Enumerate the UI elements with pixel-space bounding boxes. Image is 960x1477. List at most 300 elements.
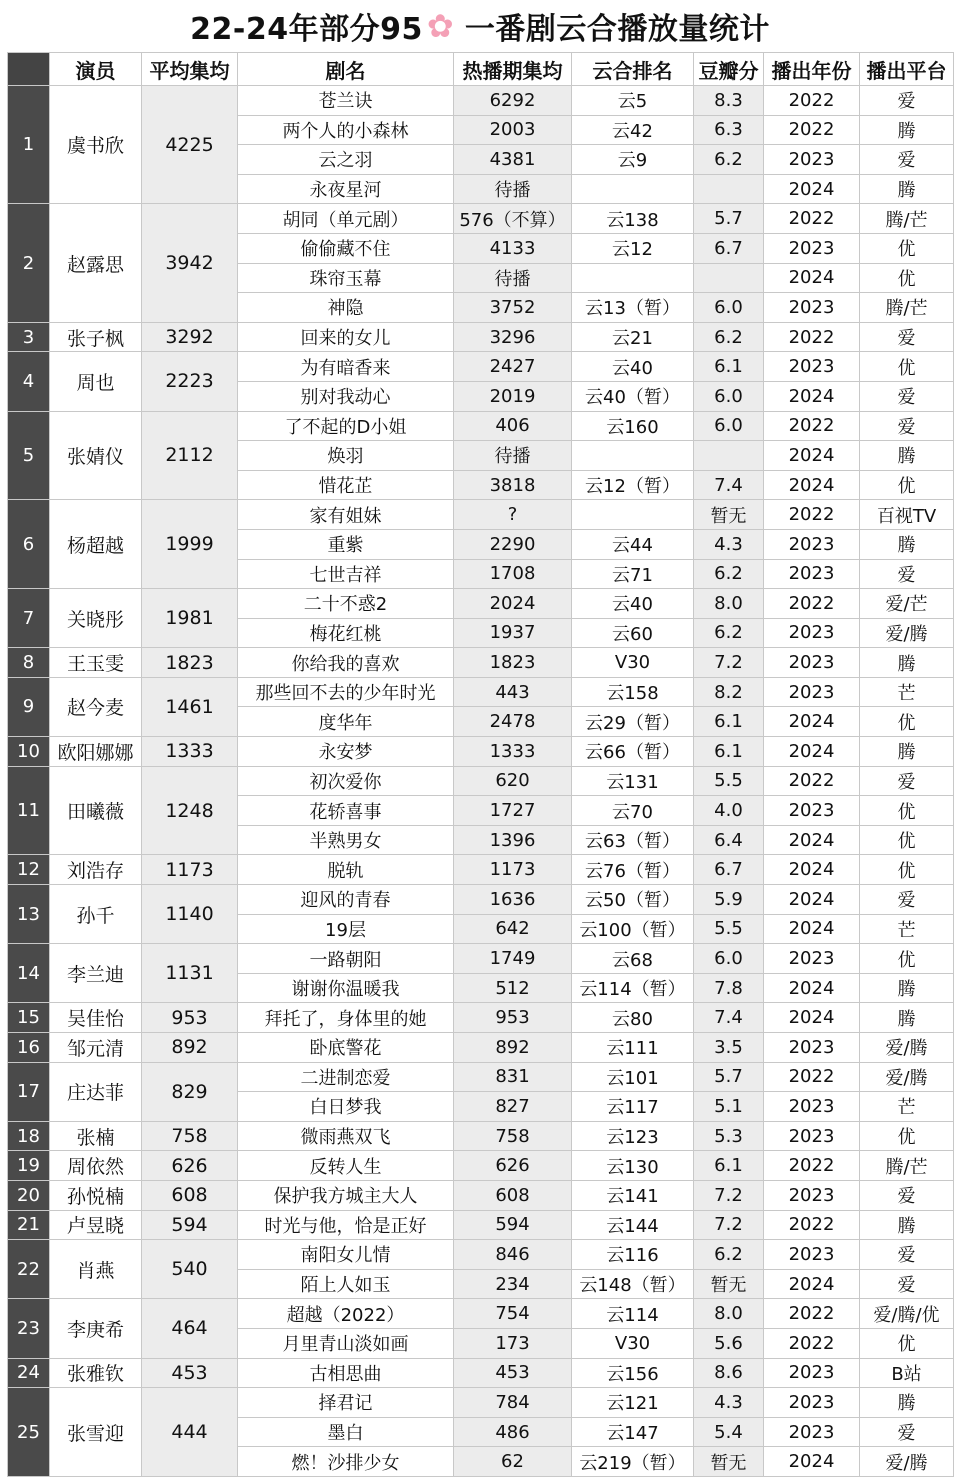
drama-name: 择君记 <box>238 1388 454 1418</box>
air-platform: 爱 <box>860 1240 954 1270</box>
drama-name: 为有暗香来 <box>238 352 454 382</box>
row-number: 19 <box>8 1151 50 1181</box>
drama-name: 了不起的D小姐 <box>238 411 454 441</box>
episode-average: 4133 <box>454 233 572 263</box>
douban-score: 5.4 <box>694 1417 764 1447</box>
douban-score <box>694 263 764 293</box>
actor-name: 虞书欣 <box>50 86 142 204</box>
row-number: 14 <box>8 944 50 1003</box>
air-platform: 爱/腾 <box>860 618 954 648</box>
douban-score: 7.4 <box>694 470 764 500</box>
air-year: 2023 <box>764 559 860 589</box>
drama-name: 燃！沙排少女 <box>238 1447 454 1477</box>
episode-average: 2019 <box>454 381 572 411</box>
actor-average: 3942 <box>142 204 238 322</box>
douban-score: 5.3 <box>694 1121 764 1151</box>
table-row <box>8 1388 954 1418</box>
air-year: 2023 <box>764 648 860 678</box>
row-number: 5 <box>8 411 50 500</box>
row-number: 20 <box>8 1180 50 1210</box>
row-number: 17 <box>8 1062 50 1121</box>
yunhe-rank: 云63（暂） <box>572 825 694 855</box>
air-platform: 爱 <box>860 322 954 352</box>
air-year: 2024 <box>764 1447 860 1477</box>
air-platform: 芒 <box>860 914 954 944</box>
episode-average: 3752 <box>454 293 572 323</box>
yunhe-rank: 云114（暂） <box>572 973 694 1003</box>
air-platform: 爱 <box>860 411 954 441</box>
drama-name: 月里青山淡如画 <box>238 1328 454 1358</box>
episode-average: 594 <box>454 1210 572 1240</box>
douban-score: 6.1 <box>694 737 764 767</box>
air-platform: 爱 <box>860 145 954 175</box>
air-year: 2022 <box>764 1062 860 1092</box>
air-platform: 优 <box>860 233 954 263</box>
yunhe-rank <box>572 441 694 471</box>
yunhe-rank: 云101 <box>572 1062 694 1092</box>
table-row <box>8 1151 954 1181</box>
episode-average: 待播 <box>454 174 572 204</box>
episode-average: 1173 <box>454 855 572 885</box>
yunhe-rank <box>572 500 694 530</box>
table-row <box>8 1299 954 1329</box>
douban-score: 暂无 <box>694 1269 764 1299</box>
row-number: 13 <box>8 885 50 944</box>
actor-name: 刘浩存 <box>50 855 142 885</box>
episode-average: 1708 <box>454 559 572 589</box>
episode-average: 626 <box>454 1151 572 1181</box>
air-platform: 腾 <box>860 973 954 1003</box>
drama-name: 二十不惑2 <box>238 589 454 619</box>
drama-name: 珠帘玉幕 <box>238 263 454 293</box>
episode-average: 758 <box>454 1121 572 1151</box>
row-number: 21 <box>8 1210 50 1240</box>
douban-score: 6.7 <box>694 233 764 263</box>
air-year: 2023 <box>764 1092 860 1122</box>
episode-average: 待播 <box>454 441 572 471</box>
drama-name: 别对我动心 <box>238 381 454 411</box>
table-row <box>8 1358 954 1388</box>
episode-average: 173 <box>454 1328 572 1358</box>
air-year: 2024 <box>764 1269 860 1299</box>
actor-name: 周依然 <box>50 1151 142 1181</box>
episode-average: 642 <box>454 914 572 944</box>
douban-score: 5.6 <box>694 1328 764 1358</box>
actor-average: 829 <box>142 1062 238 1121</box>
yunhe-rank: 云60 <box>572 618 694 648</box>
actor-name: 张雅钦 <box>50 1358 142 1388</box>
title-text-part1: 22-24年部分95 <box>190 12 423 47</box>
air-year: 2023 <box>764 1358 860 1388</box>
episode-average: 62 <box>454 1447 572 1477</box>
yunhe-rank: 云66（暂） <box>572 737 694 767</box>
drama-name: 二进制恋爱 <box>238 1062 454 1092</box>
actor-average: 1981 <box>142 589 238 648</box>
yunhe-rank: 云68 <box>572 944 694 974</box>
sakura-icon <box>427 9 461 43</box>
yunhe-rank: 云80 <box>572 1003 694 1033</box>
episode-average: 6292 <box>454 86 572 116</box>
row-number: 9 <box>8 677 50 736</box>
drama-name: 梅花红桃 <box>238 618 454 648</box>
row-number: 6 <box>8 500 50 589</box>
drama-name: 焕羽 <box>238 441 454 471</box>
air-platform: 百视TV <box>860 500 954 530</box>
air-year: 2022 <box>764 86 860 116</box>
air-platform: 优 <box>860 1121 954 1151</box>
douban-score: 7.4 <box>694 1003 764 1033</box>
actor-name: 赵露思 <box>50 204 142 322</box>
episode-average: 512 <box>454 973 572 1003</box>
stats-table <box>7 52 954 1477</box>
actor-name: 周也 <box>50 352 142 411</box>
header-cell-douban: 豆瓣分 <box>694 53 764 86</box>
actor-average: 1333 <box>142 737 238 767</box>
douban-score: 8.3 <box>694 86 764 116</box>
episode-average: 1396 <box>454 825 572 855</box>
air-platform: 优 <box>860 470 954 500</box>
actor-average: 3292 <box>142 322 238 352</box>
douban-score: 8.0 <box>694 589 764 619</box>
row-number: 16 <box>8 1033 50 1063</box>
actor-name: 田曦薇 <box>50 766 142 855</box>
episode-average: 3296 <box>454 322 572 352</box>
drama-name: 脱轨 <box>238 855 454 885</box>
drama-name: 七世吉祥 <box>238 559 454 589</box>
header-cell-platform: 播出平台 <box>860 53 954 86</box>
episode-average: 2427 <box>454 352 572 382</box>
actor-average: 892 <box>142 1033 238 1063</box>
actor-name: 邹元清 <box>50 1033 142 1063</box>
actor-name: 张楠 <box>50 1121 142 1151</box>
table-row <box>8 204 954 234</box>
douban-score: 6.0 <box>694 293 764 323</box>
douban-score: 3.5 <box>694 1033 764 1063</box>
douban-score: 6.4 <box>694 825 764 855</box>
douban-score: 6.0 <box>694 381 764 411</box>
header-cell-actor: 演员 <box>50 53 142 86</box>
episode-average: 620 <box>454 766 572 796</box>
yunhe-rank: 云116 <box>572 1240 694 1270</box>
actor-average: 1131 <box>142 944 238 1003</box>
yunhe-rank: 云100（暂） <box>572 914 694 944</box>
actor-average: 2223 <box>142 352 238 411</box>
air-year: 2023 <box>764 796 860 826</box>
yunhe-rank: 云21 <box>572 322 694 352</box>
actor-name: 庄达菲 <box>50 1062 142 1121</box>
yunhe-rank: 云111 <box>572 1033 694 1063</box>
drama-name: 时光与他，恰是正好 <box>238 1210 454 1240</box>
air-platform: 优 <box>860 825 954 855</box>
header-cell-episode-average: 热播期集均 <box>454 53 572 86</box>
actor-average: 953 <box>142 1003 238 1033</box>
air-platform: 腾 <box>860 737 954 767</box>
air-platform: 爱/腾/优 <box>860 1299 954 1329</box>
episode-average: 234 <box>454 1269 572 1299</box>
actor-average: 1248 <box>142 766 238 855</box>
air-platform: 爱 <box>860 885 954 915</box>
air-platform: 优 <box>860 796 954 826</box>
drama-name: 两个人的小森林 <box>238 115 454 145</box>
air-year: 2022 <box>764 1151 860 1181</box>
douban-score: 5.5 <box>694 914 764 944</box>
table-row <box>8 1121 954 1151</box>
drama-name: 惜花芷 <box>238 470 454 500</box>
yunhe-rank: 云114 <box>572 1299 694 1329</box>
douban-score: 8.6 <box>694 1358 764 1388</box>
drama-name: 反转人生 <box>238 1151 454 1181</box>
douban-score: 6.1 <box>694 707 764 737</box>
drama-name: 一路朝阳 <box>238 944 454 974</box>
drama-name: 胡同（单元剧） <box>238 204 454 234</box>
yunhe-rank: 云156 <box>572 1358 694 1388</box>
air-year: 2024 <box>764 885 860 915</box>
table-row <box>8 855 954 885</box>
episode-average: 846 <box>454 1240 572 1270</box>
yunhe-rank: 云160 <box>572 411 694 441</box>
air-year: 2023 <box>764 677 860 707</box>
air-year: 2024 <box>764 707 860 737</box>
douban-score: 7.8 <box>694 973 764 1003</box>
yunhe-rank: 云44 <box>572 529 694 559</box>
actor-name: 孙千 <box>50 885 142 944</box>
episode-average: 1937 <box>454 618 572 648</box>
actor-average: 608 <box>142 1180 238 1210</box>
row-number: 7 <box>8 589 50 648</box>
yunhe-rank <box>572 263 694 293</box>
air-year: 2024 <box>764 855 860 885</box>
air-year: 2024 <box>764 441 860 471</box>
table-row <box>8 1003 954 1033</box>
yunhe-rank: 云50（暂） <box>572 885 694 915</box>
yunhe-rank: 云219（暂） <box>572 1447 694 1477</box>
douban-score: 4.0 <box>694 796 764 826</box>
douban-score: 5.9 <box>694 885 764 915</box>
air-year: 2023 <box>764 293 860 323</box>
row-number: 15 <box>8 1003 50 1033</box>
table-row <box>8 322 954 352</box>
row-number: 12 <box>8 855 50 885</box>
actor-name: 肖燕 <box>50 1240 142 1299</box>
air-year: 2023 <box>764 233 860 263</box>
actor-name: 欧阳娜娜 <box>50 737 142 767</box>
yunhe-rank <box>572 174 694 204</box>
air-year: 2024 <box>764 914 860 944</box>
drama-name: 超越（2022） <box>238 1299 454 1329</box>
yunhe-rank: 云40 <box>572 589 694 619</box>
air-year: 2023 <box>764 1121 860 1151</box>
air-year: 2022 <box>764 204 860 234</box>
drama-name: 花轿喜事 <box>238 796 454 826</box>
episode-average: 1727 <box>454 796 572 826</box>
drama-name: 神隐 <box>238 293 454 323</box>
air-year: 2022 <box>764 411 860 441</box>
air-platform: 芒 <box>860 677 954 707</box>
yunhe-rank: 云141 <box>572 1180 694 1210</box>
douban-score: 8.0 <box>694 1299 764 1329</box>
table-row <box>8 1210 954 1240</box>
drama-name: 永安梦 <box>238 737 454 767</box>
yunhe-rank: 云5 <box>572 86 694 116</box>
drama-name: 那些回不去的少年时光 <box>238 677 454 707</box>
air-year: 2024 <box>764 973 860 1003</box>
air-year: 2024 <box>764 825 860 855</box>
drama-name: 重紫 <box>238 529 454 559</box>
air-platform: 爱 <box>860 1180 954 1210</box>
table-row <box>8 737 954 767</box>
air-platform: 腾 <box>860 1210 954 1240</box>
row-number: 3 <box>8 322 50 352</box>
actor-average: 758 <box>142 1121 238 1151</box>
douban-score: 7.2 <box>694 1210 764 1240</box>
air-year: 2022 <box>764 589 860 619</box>
douban-score: 6.1 <box>694 352 764 382</box>
drama-name: 19层 <box>238 914 454 944</box>
drama-name: 永夜星河 <box>238 174 454 204</box>
table-row <box>8 411 954 441</box>
air-year: 2022 <box>764 322 860 352</box>
row-number: 1 <box>8 86 50 204</box>
air-platform: 腾 <box>860 648 954 678</box>
actor-average: 4225 <box>142 86 238 204</box>
table-row <box>8 589 954 619</box>
douban-score: 6.2 <box>694 559 764 589</box>
douban-score: 6.1 <box>694 1151 764 1181</box>
table-row <box>8 86 954 116</box>
actor-name: 赵今麦 <box>50 677 142 736</box>
air-year: 2024 <box>764 1003 860 1033</box>
air-platform: 爱/腾 <box>860 1033 954 1063</box>
air-platform: 腾/芒 <box>860 293 954 323</box>
air-year: 2022 <box>764 766 860 796</box>
drama-name: 家有姐妹 <box>238 500 454 530</box>
drama-name: 初次爱你 <box>238 766 454 796</box>
yunhe-rank: 云144 <box>572 1210 694 1240</box>
air-platform: 爱/腾 <box>860 1447 954 1477</box>
yunhe-rank: 云40 <box>572 352 694 382</box>
row-number: 25 <box>8 1388 50 1477</box>
table-row <box>8 500 954 530</box>
table-row <box>8 677 954 707</box>
douban-score: 6.7 <box>694 855 764 885</box>
air-platform: 爱 <box>860 381 954 411</box>
air-year: 2024 <box>764 470 860 500</box>
air-year: 2022 <box>764 115 860 145</box>
actor-average: 1461 <box>142 677 238 736</box>
actor-average: 594 <box>142 1210 238 1240</box>
yunhe-rank: 云29（暂） <box>572 707 694 737</box>
drama-name: 你给我的喜欢 <box>238 648 454 678</box>
episode-average: 754 <box>454 1299 572 1329</box>
episode-average: 576（不算） <box>454 204 572 234</box>
title-text-part2: 一番剧云合播放量统计 <box>464 12 770 47</box>
drama-name: 墨白 <box>238 1417 454 1447</box>
episode-average: ? <box>454 500 572 530</box>
douban-score: 8.2 <box>694 677 764 707</box>
yunhe-rank: 云123 <box>572 1121 694 1151</box>
yunhe-rank: 云138 <box>572 204 694 234</box>
actor-average: 626 <box>142 1151 238 1181</box>
air-year: 2024 <box>764 263 860 293</box>
air-platform: 爱 <box>860 766 954 796</box>
actor-name: 王玉雯 <box>50 648 142 678</box>
yunhe-rank: 云158 <box>572 677 694 707</box>
douban-score: 暂无 <box>694 1447 764 1477</box>
drama-name: 苍兰诀 <box>238 86 454 116</box>
actor-average: 540 <box>142 1240 238 1299</box>
table-row <box>8 1180 954 1210</box>
actor-name: 杨超越 <box>50 500 142 589</box>
air-platform: 优 <box>860 352 954 382</box>
episode-average: 2024 <box>454 589 572 619</box>
actor-name: 吴佳怡 <box>50 1003 142 1033</box>
yunhe-rank: V30 <box>572 648 694 678</box>
row-number: 23 <box>8 1299 50 1358</box>
yunhe-rank: 云70 <box>572 796 694 826</box>
yunhe-rank: 云12 <box>572 233 694 263</box>
actor-average: 453 <box>142 1358 238 1388</box>
header-cell-drama: 剧名 <box>238 53 454 86</box>
row-number: 24 <box>8 1358 50 1388</box>
header-cell-year: 播出年份 <box>764 53 860 86</box>
actor-average: 1140 <box>142 885 238 944</box>
yunhe-rank: 云71 <box>572 559 694 589</box>
episode-average: 453 <box>454 1358 572 1388</box>
table-row <box>8 648 954 678</box>
actor-average: 444 <box>142 1388 238 1477</box>
air-year: 2022 <box>764 1299 860 1329</box>
air-platform: 爱 <box>860 559 954 589</box>
douban-score: 5.7 <box>694 1062 764 1092</box>
episode-average: 892 <box>454 1033 572 1063</box>
actor-name: 张雪迎 <box>50 1388 142 1477</box>
drama-name: 古相思曲 <box>238 1358 454 1388</box>
row-number: 11 <box>8 766 50 855</box>
air-platform: 芒 <box>860 1092 954 1122</box>
actor-average: 1823 <box>142 648 238 678</box>
table-row <box>8 885 954 915</box>
page-title <box>0 0 960 52</box>
air-platform: 优 <box>860 263 954 293</box>
row-number: 4 <box>8 352 50 411</box>
episode-average: 443 <box>454 677 572 707</box>
douban-score: 6.2 <box>694 145 764 175</box>
episode-average: 827 <box>454 1092 572 1122</box>
yunhe-rank: V30 <box>572 1328 694 1358</box>
air-year: 2024 <box>764 737 860 767</box>
drama-name: 陌上人如玉 <box>238 1269 454 1299</box>
douban-score: 6.2 <box>694 618 764 648</box>
drama-name: 半熟男女 <box>238 825 454 855</box>
douban-score: 6.2 <box>694 1240 764 1270</box>
drama-name: 微雨燕双飞 <box>238 1121 454 1151</box>
yunhe-rank: 云130 <box>572 1151 694 1181</box>
table-row <box>8 352 954 382</box>
drama-name: 拜托了，身体里的她 <box>238 1003 454 1033</box>
air-platform: 优 <box>860 707 954 737</box>
douban-score: 6.2 <box>694 322 764 352</box>
air-year: 2022 <box>764 1210 860 1240</box>
air-platform: 优 <box>860 944 954 974</box>
table-row <box>8 1240 954 1270</box>
yunhe-rank: 云12（暂） <box>572 470 694 500</box>
douban-score: 5.5 <box>694 766 764 796</box>
douban-score: 4.3 <box>694 1388 764 1418</box>
episode-average: 953 <box>454 1003 572 1033</box>
actor-name: 关晓彤 <box>50 589 142 648</box>
douban-score: 4.3 <box>694 529 764 559</box>
drama-name: 白日梦我 <box>238 1092 454 1122</box>
